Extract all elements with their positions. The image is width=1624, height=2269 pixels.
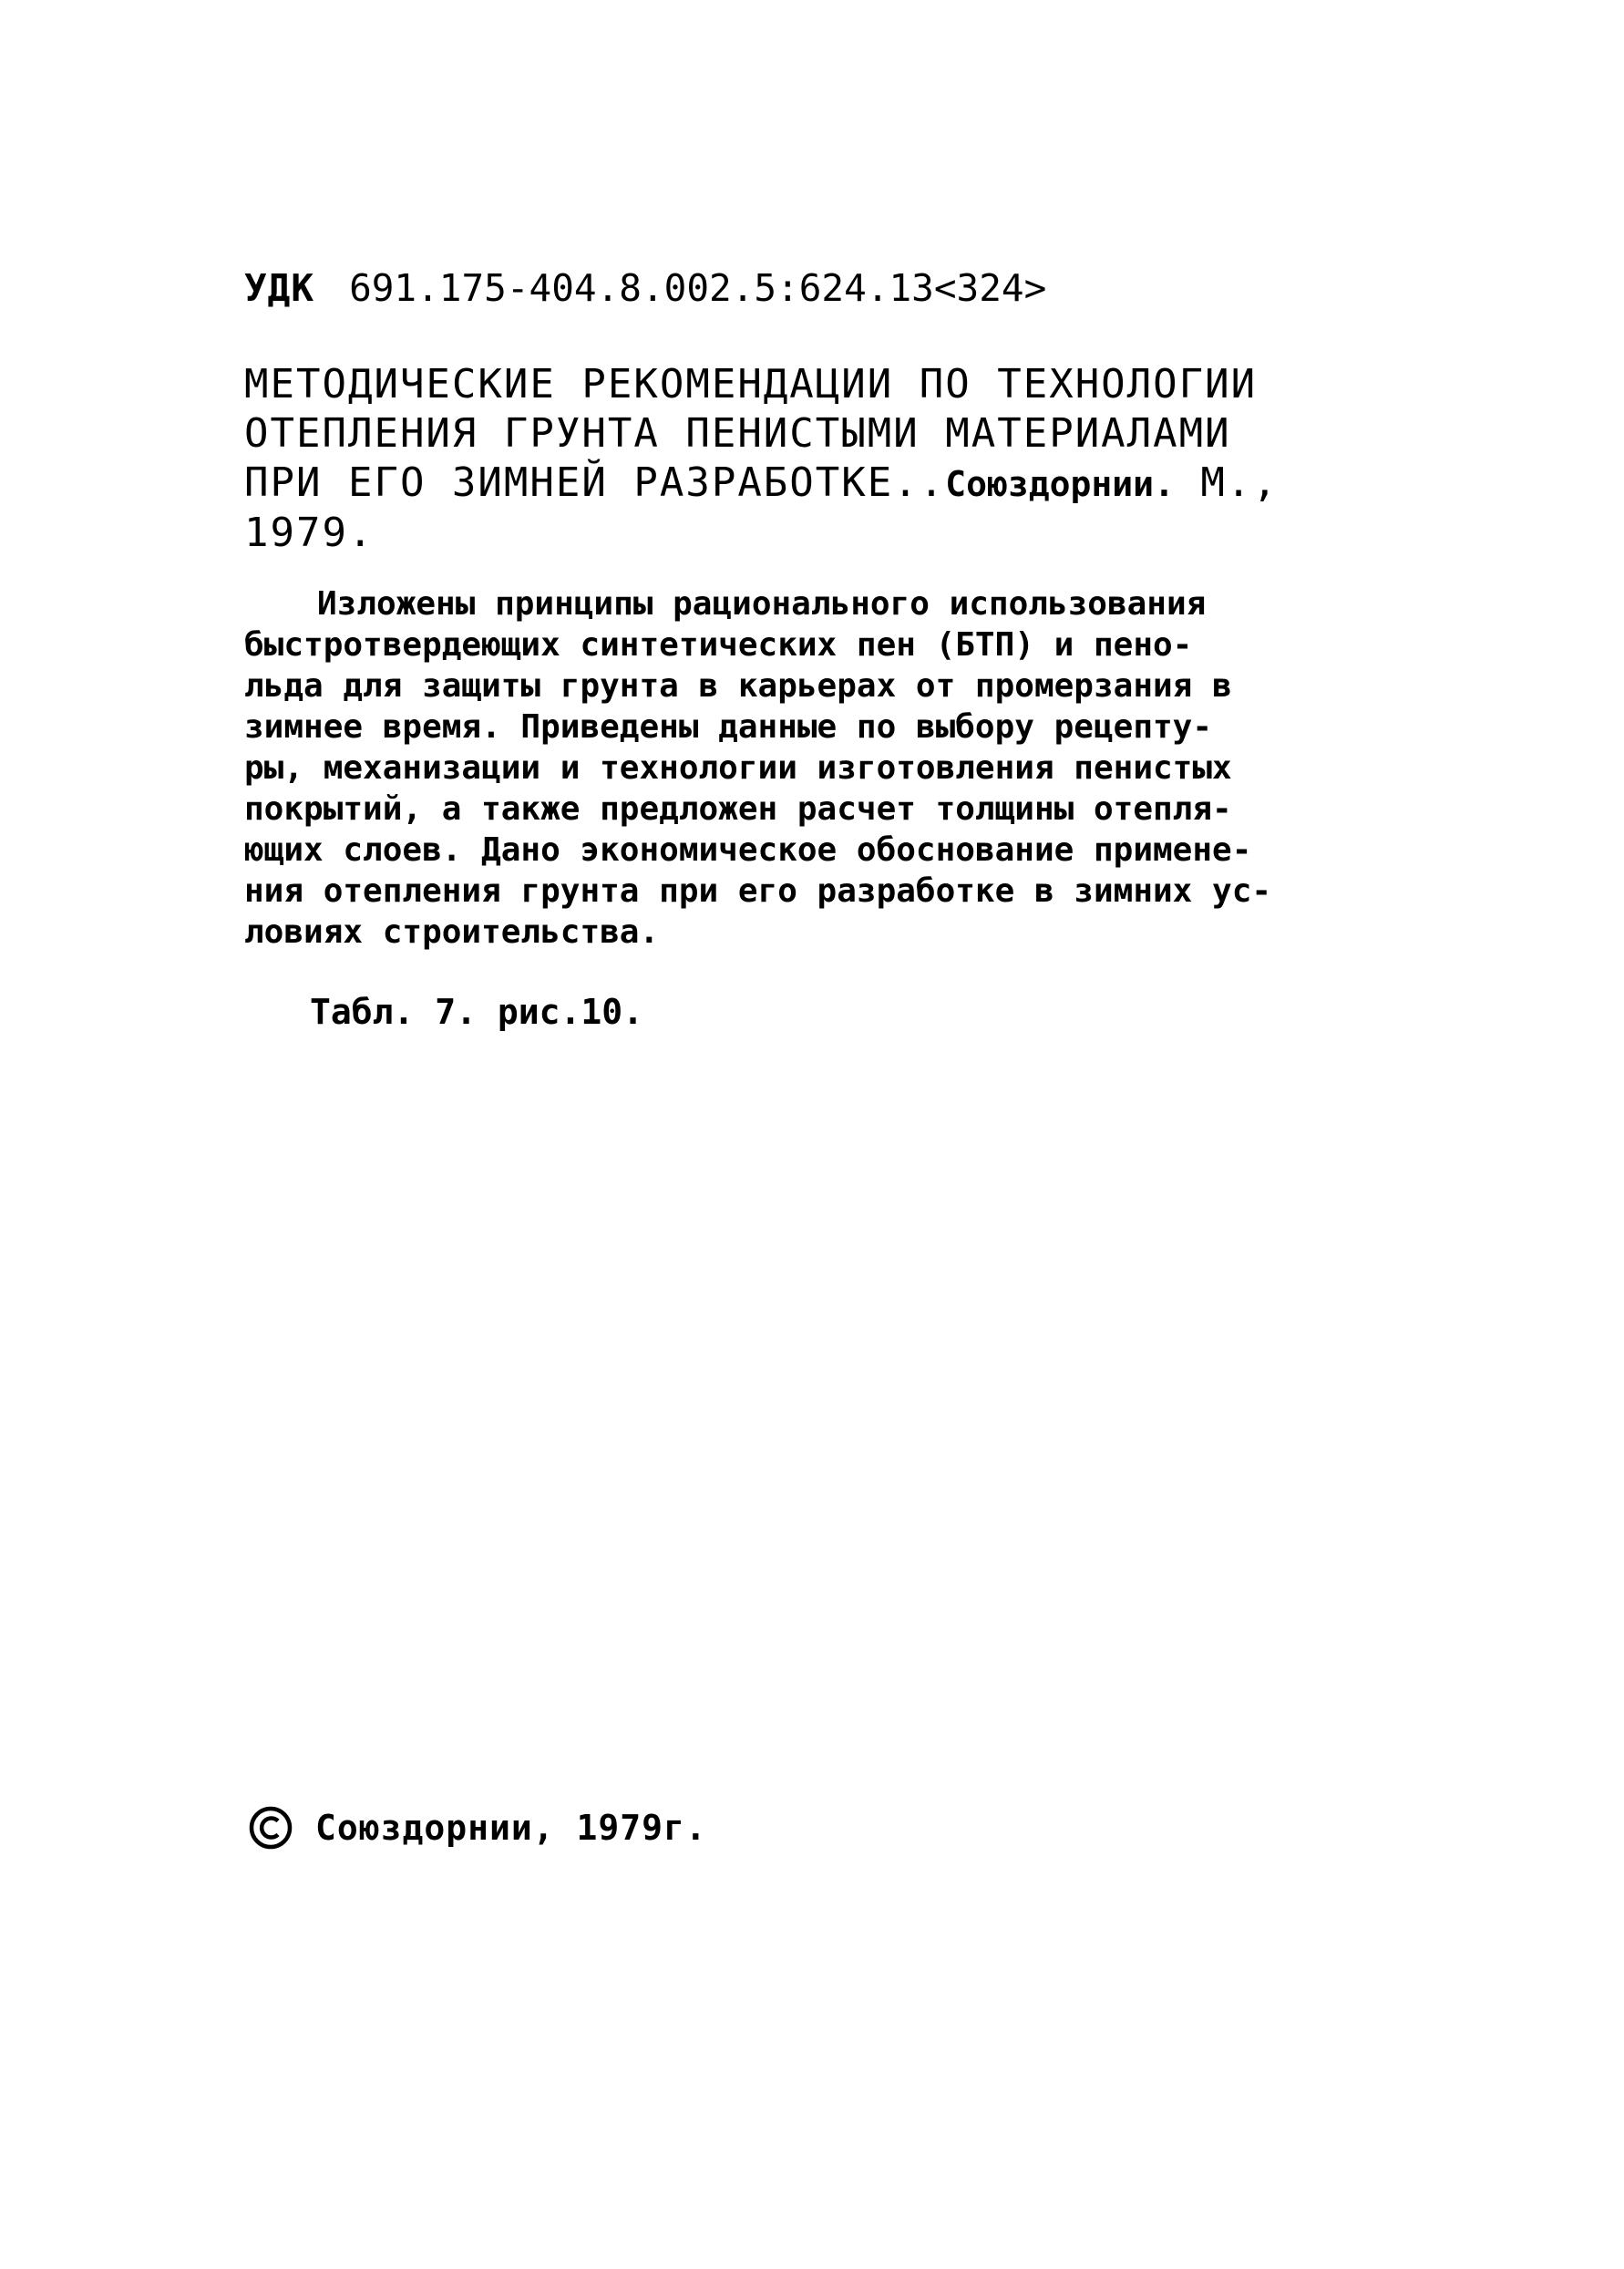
copyright-text: Союздорнии, 1979г. [315,1808,707,1848]
title-year: 1979. [244,510,375,556]
document-title [244,360,1429,558]
abstract-line: льда для защиты грунта в карьерах от промерзания в [244,667,1232,705]
abstract-line: ловиях строительства. [244,913,660,951]
tables-figures-count: Табл. 7. рис.10. [310,992,644,1032]
title-line-3 [244,459,1429,509]
title-line-3-main: ПРИ ЕГО ЗИМНЕЙ РАЗРАБОТКЕ.. [244,459,946,506]
title-line-1: МЕТОДИЧЕСКИЕ РЕКОМЕНДАЦИИ ПО ТЕХНОЛОГИИ [244,361,1258,407]
title-line-2: ОТЕПЛЕНИЯ ГРУНТА ПЕНИСТЫМИ МАТЕРИАЛАМИ [244,410,1231,457]
udk-label: УДК [244,266,315,310]
udk-code: 691.175-404.8.002.5:624.13<324> [349,266,1047,310]
copyright-notice [248,1805,707,1851]
abstract-line: Изложены принципы рационального использования [317,585,1207,623]
title-publisher: Союздорнии. [945,464,1175,504]
title-city: М., [1174,459,1279,506]
abstract-line: ющих слоев. Дано экономическое обоснование примене- [244,831,1252,869]
abstract-paragraph [244,583,1402,953]
copyright-icon [248,1805,293,1851]
abstract-line: покрытий, а также предложен расчет толщины отепля- [244,790,1232,828]
udk-line [244,266,1046,310]
abstract-line: зимнее время. Приведены данные по выбору рецепту- [244,708,1213,746]
abstract-line: ры, механизации и технологии изготовления пенистых [244,749,1232,787]
abstract-line: быстротвердеющих синтетических пен (БТП) и пено- [244,626,1193,664]
abstract-line: ния отепления грунта при его разработке в зимних ус- [244,872,1272,910]
